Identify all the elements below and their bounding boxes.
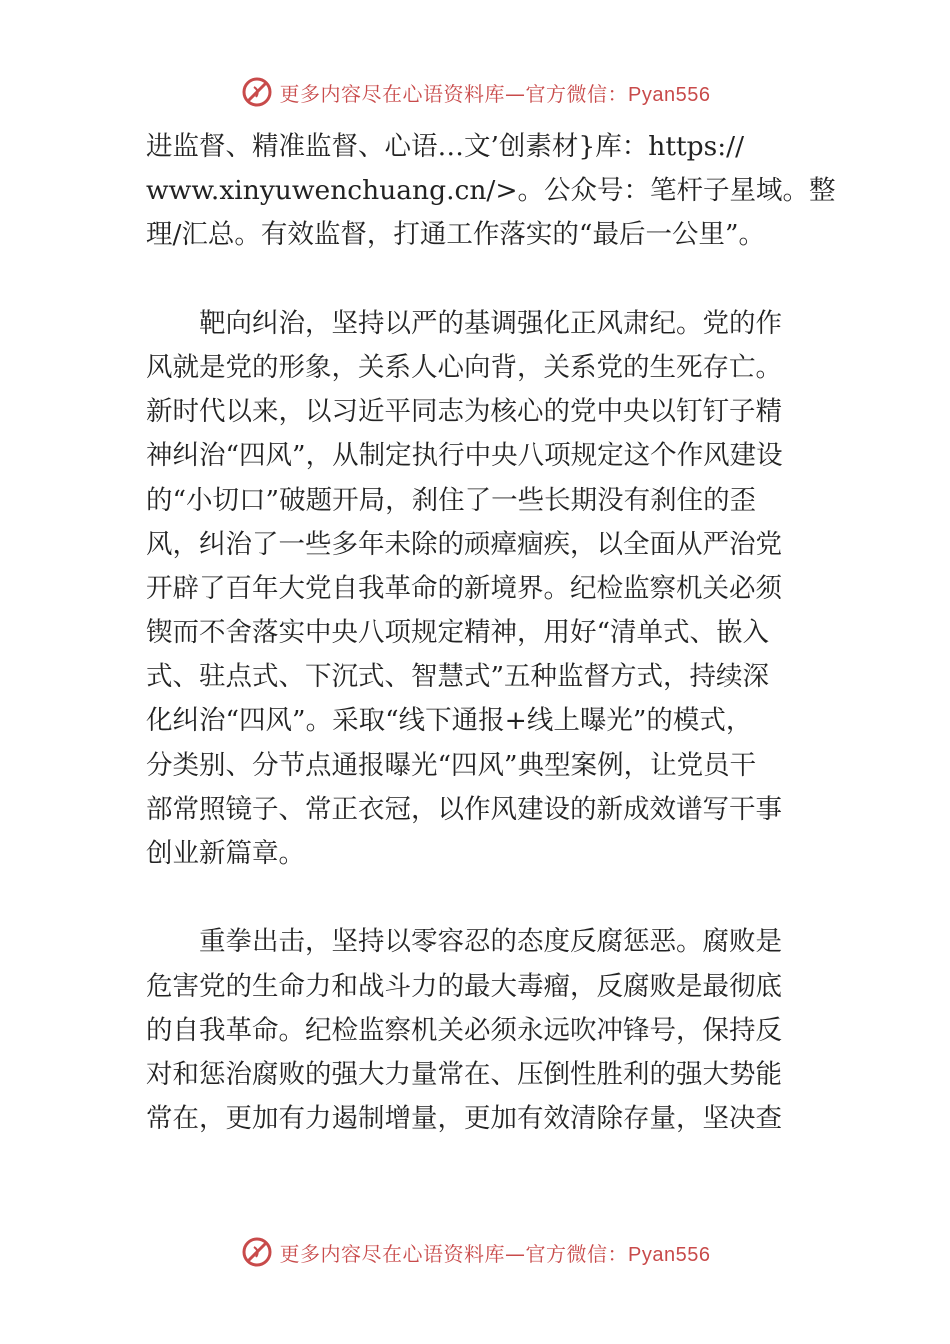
text-line: 进监督、精准监督、心语…文’创素材}库：https://	[146, 131, 744, 162]
text-line: www.xinyuwenchuang.cn/>。公众号：笔杆子星域。整	[146, 175, 836, 207]
paragraph-2	[146, 302, 811, 876]
text-line: 创业新篇章。	[146, 838, 305, 869]
text-line: 常在，更加有力遏制增量，更加有效清除存量，坚决查	[146, 1103, 782, 1135]
text-line: 新时代以来，以习近平同志为核心的党中央以钉钉子精	[146, 396, 782, 428]
banner-text	[280, 78, 711, 107]
text-line: 神纠治“四风”，从制定执行中央八项规定这个作风建设	[146, 440, 783, 472]
banner-text	[280, 1238, 711, 1267]
text-line: 对和惩治腐败的强大力量常在、压倒性胜利的强大势能	[146, 1058, 782, 1090]
text-line: 的“小切口”破题开局，刹住了一些长期没有刹住的歪	[146, 484, 757, 516]
text-line: 分类别、分节点通报曝光“四风”典型案例，让党员干	[146, 749, 757, 781]
logo-icon	[240, 1235, 274, 1269]
text-line: 化纠治“四风”。采取“线下通报+线上曝光”的模式，	[146, 705, 753, 737]
text-line: 风就是党的形象，关系人心向背，关系党的生死存亡。	[146, 351, 782, 383]
wechat-id: Pyan556	[628, 83, 711, 106]
footer-banner	[0, 1230, 950, 1274]
header-banner	[0, 70, 950, 114]
paragraph-3	[146, 920, 811, 1141]
banner-label: 更多内容尽在心语资料库—官方微信：	[279, 81, 629, 106]
logo-icon	[240, 75, 274, 109]
text-line: 开辟了百年大党自我革命的新境界。纪检监察机关必须	[146, 572, 782, 604]
text-line: 的自我革命。纪检监察机关必须永远吹冲锋号，保持反	[146, 1014, 782, 1046]
paragraph-1	[146, 125, 836, 258]
text-line: 部常照镜子、常正衣冠，以作风建设的新成效谱写干事	[146, 793, 782, 825]
text-line: 风，纠治了一些多年未除的顽瘴痼疾，以全面从严治党	[146, 528, 782, 560]
text-line: 重拳出击，坚持以零容忍的态度反腐惩恶。腐败是	[146, 926, 782, 958]
document-body	[146, 125, 836, 1141]
text-line: 锲而不舍落实中央八项规定精神，用好“清单式、嵌入	[146, 617, 770, 649]
text-line: 危害党的生命力和战斗力的最大毒瘤，反腐败是最彻底	[146, 970, 782, 1002]
text-line: 式、驻点式、下沉式、智慧式”五种监督方式，持续深	[146, 661, 770, 693]
banner-label: 更多内容尽在心语资料库—官方微信：	[279, 1241, 629, 1266]
text-line: 靶向纠治，坚持以严的基调强化正风肃纪。党的作	[146, 307, 782, 339]
text-line: 理/汇总。有效监督，打通工作落实的“最后一公里”。	[146, 219, 766, 251]
wechat-id: Pyan556	[628, 1243, 711, 1266]
